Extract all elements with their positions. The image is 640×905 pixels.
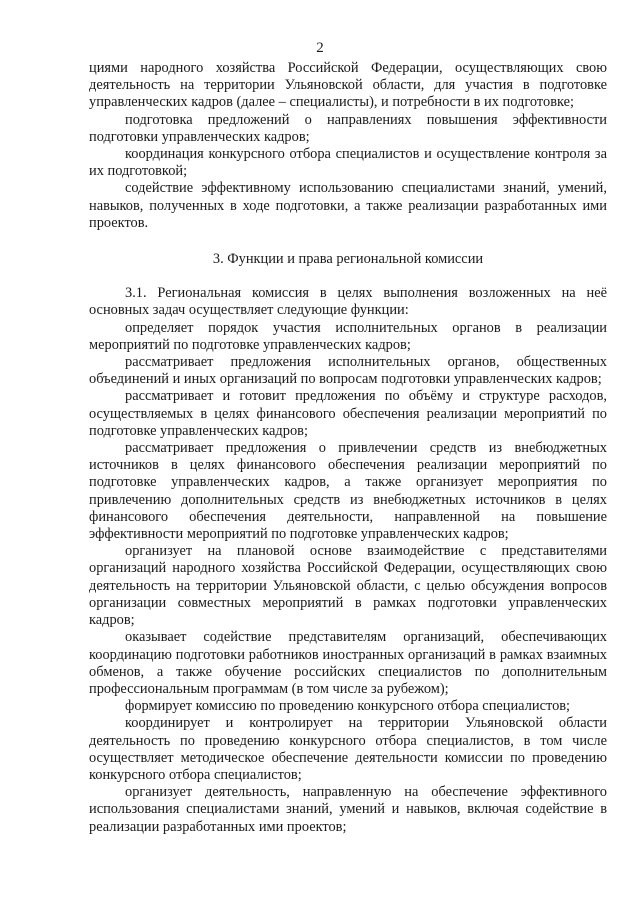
paragraph: оказывает содействие представителям организаций, обеспечивающих координацию подготовки работников иностранных организаций в рамках взаимных обменов, а также обучение российских специалистов по дополнительным профессиональным программам (в том числе за рубежом); xyxy=(89,629,607,697)
paragraph: рассматривает и готовит предложения по объёму и структуре расходов, осуществляемых в целях финансового обеспечения реализации мероприятий по подготовке управленческих кадров; xyxy=(89,388,607,439)
paragraph: рассматривает предложения исполнительных органов, общественных объединений и иных организаций по вопросам подготовки управленческих кадров; xyxy=(89,354,607,388)
paragraph: определяет порядок участия исполнительных органов в реализации мероприятий по подготовке управленческих кадров; xyxy=(89,319,607,353)
paragraph: координация конкурсного отбора специалистов и осуществление контроля за их подготовкой; xyxy=(89,146,607,180)
paragraph: формирует комиссию по проведению конкурсного отбора специалистов; xyxy=(125,698,571,715)
paragraph: подготовка предложений о направлениях повышения эффективности подготовки управленческих кадров; xyxy=(89,111,607,145)
paragraph: координирует и контролирует на территории Ульяновской области деятельность по проведению конкурсного отбора специалистов, в том числе осуществляет методическое обеспечение деятельности комиссии по проведению конкурсного отбора специалистов; xyxy=(89,715,607,783)
page-number: 2 xyxy=(316,40,324,56)
paragraph: 3.1. Региональная комиссия в целях выполнения возложенных на неё основных задач осуществляет следующие функции: xyxy=(89,285,607,319)
section-heading: 3. Функции и права региональной комиссии xyxy=(212,251,484,268)
document-body xyxy=(89,60,607,836)
paragraph: организует на плановой основе взаимодействие с представителями организаций народного хозяйства Российской Федерации, осуществляющих свою деятельность на территории Ульяновской области, с целью обсуждения вопросов организации совместных мероприятий в рамках подготовки управленческих кадров; xyxy=(89,543,607,629)
paragraph-continuation: циями народного хозяйства Российской Федерации, осуществляющих свою деятельность на территории Ульяновской области, для участия в подготовке управленческих кадров (далее – специалисты), и потребности в их подготовке; xyxy=(89,60,607,111)
paragraph: организует деятельность, направленную на обеспечение эффективного использования специалистами знаний, умений и навыков, включая содействие в реализации разработанных ими проектов; xyxy=(89,784,607,835)
paragraph: содействие эффективному использованию специалистами знаний, умений, навыков, полученных в ходе подготовки, а также реализации разработанных ими проектов. xyxy=(89,180,607,231)
paragraph: рассматривает предложения о привлечении средств из внебюджетных источников в целях финансового обеспечения реализации мероприятий по подготовке управленческих кадров, а также организует мероприятия по привлечению дополнительных средств из внебюджетных источников в целях финансового обеспечения деятельности, направленной на повышение эффективности мероприятий по подготовке управленческих кадров; xyxy=(89,440,607,543)
